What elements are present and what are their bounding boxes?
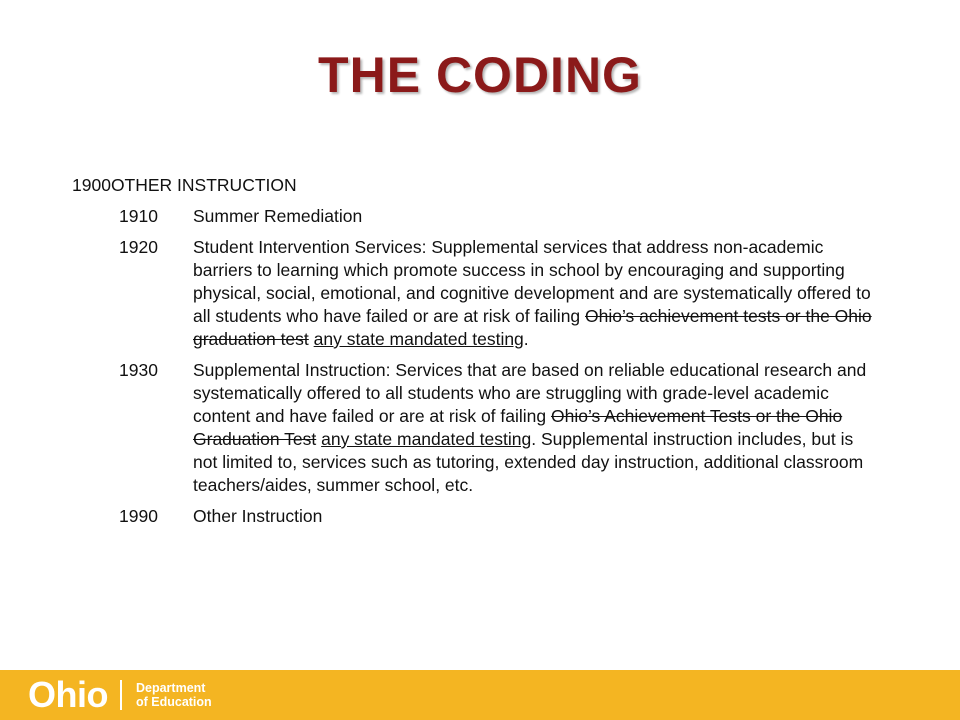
item-text: Summer Remediation xyxy=(193,206,363,226)
item-description xyxy=(193,236,879,351)
item-code: 1930 xyxy=(119,360,158,380)
item-text: Other Instruction xyxy=(193,506,323,526)
department-name xyxy=(136,681,212,709)
item-text-end: . Supplemental instruction includes, but is not limited to, services such as tutoring, extended day instruction, additional classroom teachers/aides, summer school, etc. xyxy=(193,429,864,495)
list-item-1990 xyxy=(72,505,892,528)
department-line-2: of Education xyxy=(135,695,212,709)
footer-bar xyxy=(0,670,960,720)
inserted-text: any state mandated testing xyxy=(321,429,532,449)
item-text: Student Intervention Services: Supplemental services that address non-academic barriers to learning which promote success in school by encouraging and supporting physical, social, emotional, and cognitive development and are systematically offered to all students who have failed or are at risk of failing xyxy=(193,237,871,326)
logo-divider xyxy=(120,680,122,710)
section-heading xyxy=(72,174,892,197)
ohio-logo-word: Ohio xyxy=(28,674,108,715)
list-item-1930 xyxy=(72,359,892,497)
item-code: 1990 xyxy=(119,506,158,526)
struck-text: Ohio’s achievement tests or the Ohio graduation test xyxy=(193,306,872,349)
department-line-1: Department xyxy=(135,681,206,695)
section-label: OTHER INSTRUCTION xyxy=(110,175,297,195)
item-code: 1920 xyxy=(119,237,158,257)
item-code: 1910 xyxy=(119,206,158,226)
coding-list xyxy=(72,174,892,536)
slide-title: THE CODING xyxy=(318,47,642,103)
struck-text: Ohio’s Achievement Tests or the Ohio Graduation Test xyxy=(193,406,843,449)
item-description xyxy=(193,359,879,497)
list-item-1910 xyxy=(72,205,892,228)
item-text: Supplemental Instruction: Services that are based on reliable educational research and systematically offered to all students who are struggling with grade-level academic content and have failed or are at risk of failing xyxy=(193,360,867,426)
section-code: 1900 xyxy=(72,175,111,195)
ohio-logo xyxy=(28,674,212,715)
inserted-text: any state mandated testing xyxy=(313,329,524,349)
list-item-1920 xyxy=(72,236,892,351)
item-text-end: . xyxy=(523,329,529,349)
